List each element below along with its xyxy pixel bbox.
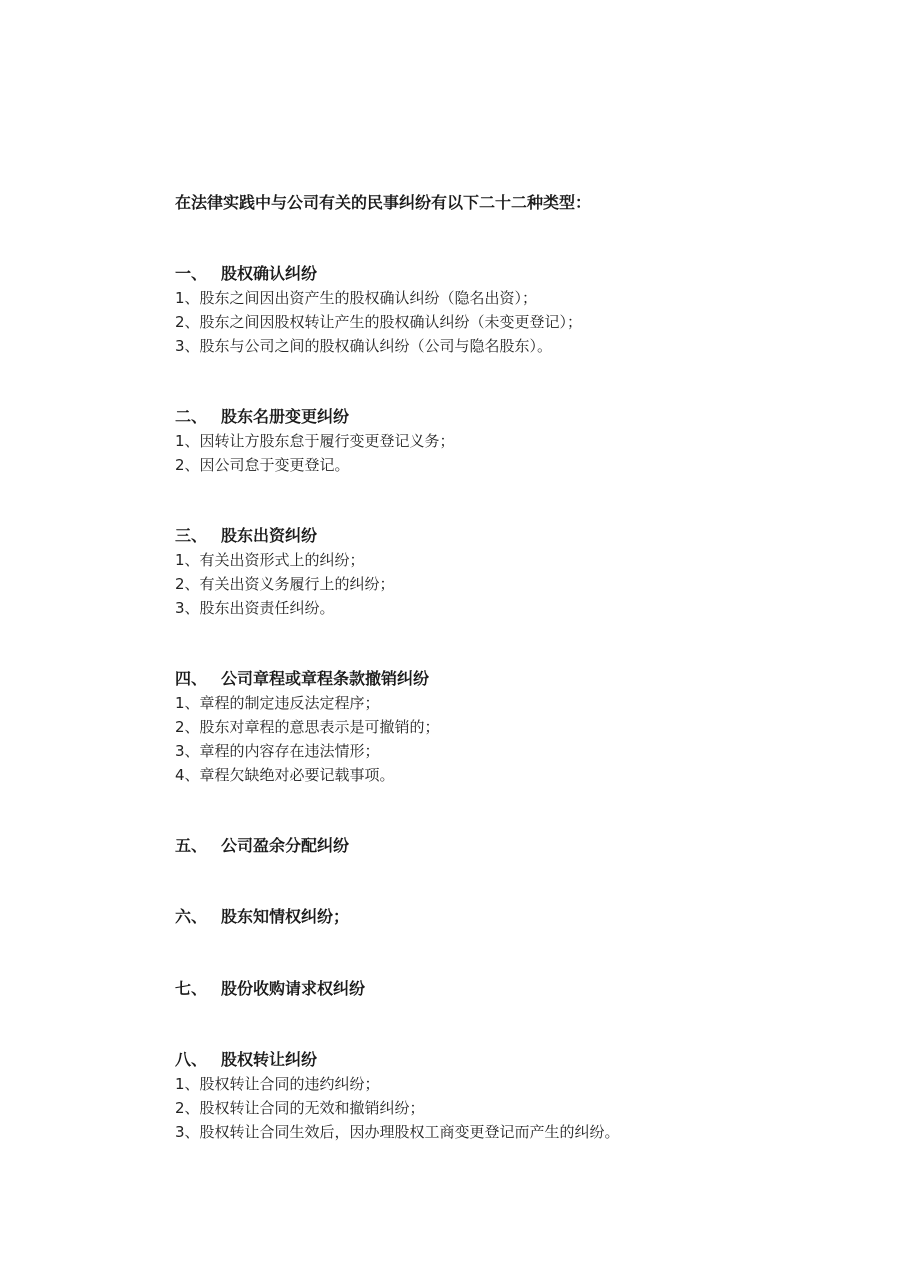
- section-title: 股东出资纠纷: [221, 526, 318, 545]
- section-title: 股权确认纠纷: [221, 264, 318, 283]
- section-3: [175, 524, 395, 620]
- section-7: [175, 977, 365, 1001]
- section-title: 股权转让纠纷: [221, 1050, 318, 1069]
- section-2: [175, 405, 455, 477]
- section-5: [175, 834, 349, 858]
- list-item: 2、因公司怠于变更登记。: [175, 456, 350, 474]
- section-title: 股份收购请求权纠纷: [221, 979, 366, 998]
- section-number: 四、: [175, 669, 208, 688]
- section-title: 股东知情权纠纷；: [221, 907, 350, 926]
- section-number: 七、: [175, 979, 208, 998]
- section-8: [175, 1048, 620, 1144]
- section-number: 五、: [175, 836, 208, 855]
- section-number: 六、: [175, 907, 208, 926]
- section-number: 三、: [175, 526, 208, 545]
- section-heading: [175, 1048, 620, 1072]
- section-4: [175, 667, 440, 787]
- list-item: 2、有关出资义务履行上的纠纷；: [175, 575, 395, 593]
- section-heading: [175, 405, 455, 429]
- list-item: 3、股权转让合同生效后，因办理股权工商变更登记而产生的纠纷。: [175, 1123, 620, 1141]
- section-heading: [175, 262, 582, 286]
- list-item: 3、股东与公司之间的股权确认纠纷（公司与隐名股东）。: [175, 337, 553, 355]
- list-item: 1、股东之间因出资产生的股权确认纠纷（隐名出资）；: [175, 289, 538, 307]
- section-heading: [175, 667, 440, 691]
- list-item: 1、有关出资形式上的纠纷；: [175, 551, 365, 569]
- section-heading: [175, 834, 349, 858]
- section-number: 八、: [175, 1050, 208, 1069]
- section-heading: [175, 977, 365, 1001]
- list-item: 2、股权转让合同的无效和撤销纠纷；: [175, 1099, 425, 1117]
- section-heading: [175, 524, 395, 548]
- section-1: [175, 262, 582, 358]
- section-number: 一、: [175, 264, 208, 283]
- list-item: 2、股东之间因股权转让产生的股权确认纠纷（未变更登记）；: [175, 313, 583, 331]
- list-item: 2、股东对章程的意思表示是可撤销的；: [175, 718, 440, 736]
- section-title: 公司盈余分配纠纷: [221, 836, 350, 855]
- list-item: 3、章程的内容存在违法情形；: [175, 742, 380, 760]
- document-title: 在法律实践中与公司有关的民事纠纷有以下二十二种类型：: [175, 193, 592, 212]
- list-item: 1、章程的制定违反法定程序；: [175, 694, 380, 712]
- list-item: 1、因转让方股东怠于履行变更登记义务；: [175, 432, 455, 450]
- list-item: 1、股权转让合同的违约纠纷；: [175, 1075, 380, 1093]
- section-title: 公司章程或章程条款撤销纠纷: [221, 669, 430, 688]
- list-item: 3、股东出资责任纠纷。: [175, 599, 335, 617]
- section-6: [175, 905, 349, 929]
- section-number: 二、: [175, 407, 208, 426]
- section-title: 股东名册变更纠纷: [221, 407, 350, 426]
- list-item: 4、章程欠缺绝对必要记载事项。: [175, 766, 395, 784]
- section-heading: [175, 905, 349, 929]
